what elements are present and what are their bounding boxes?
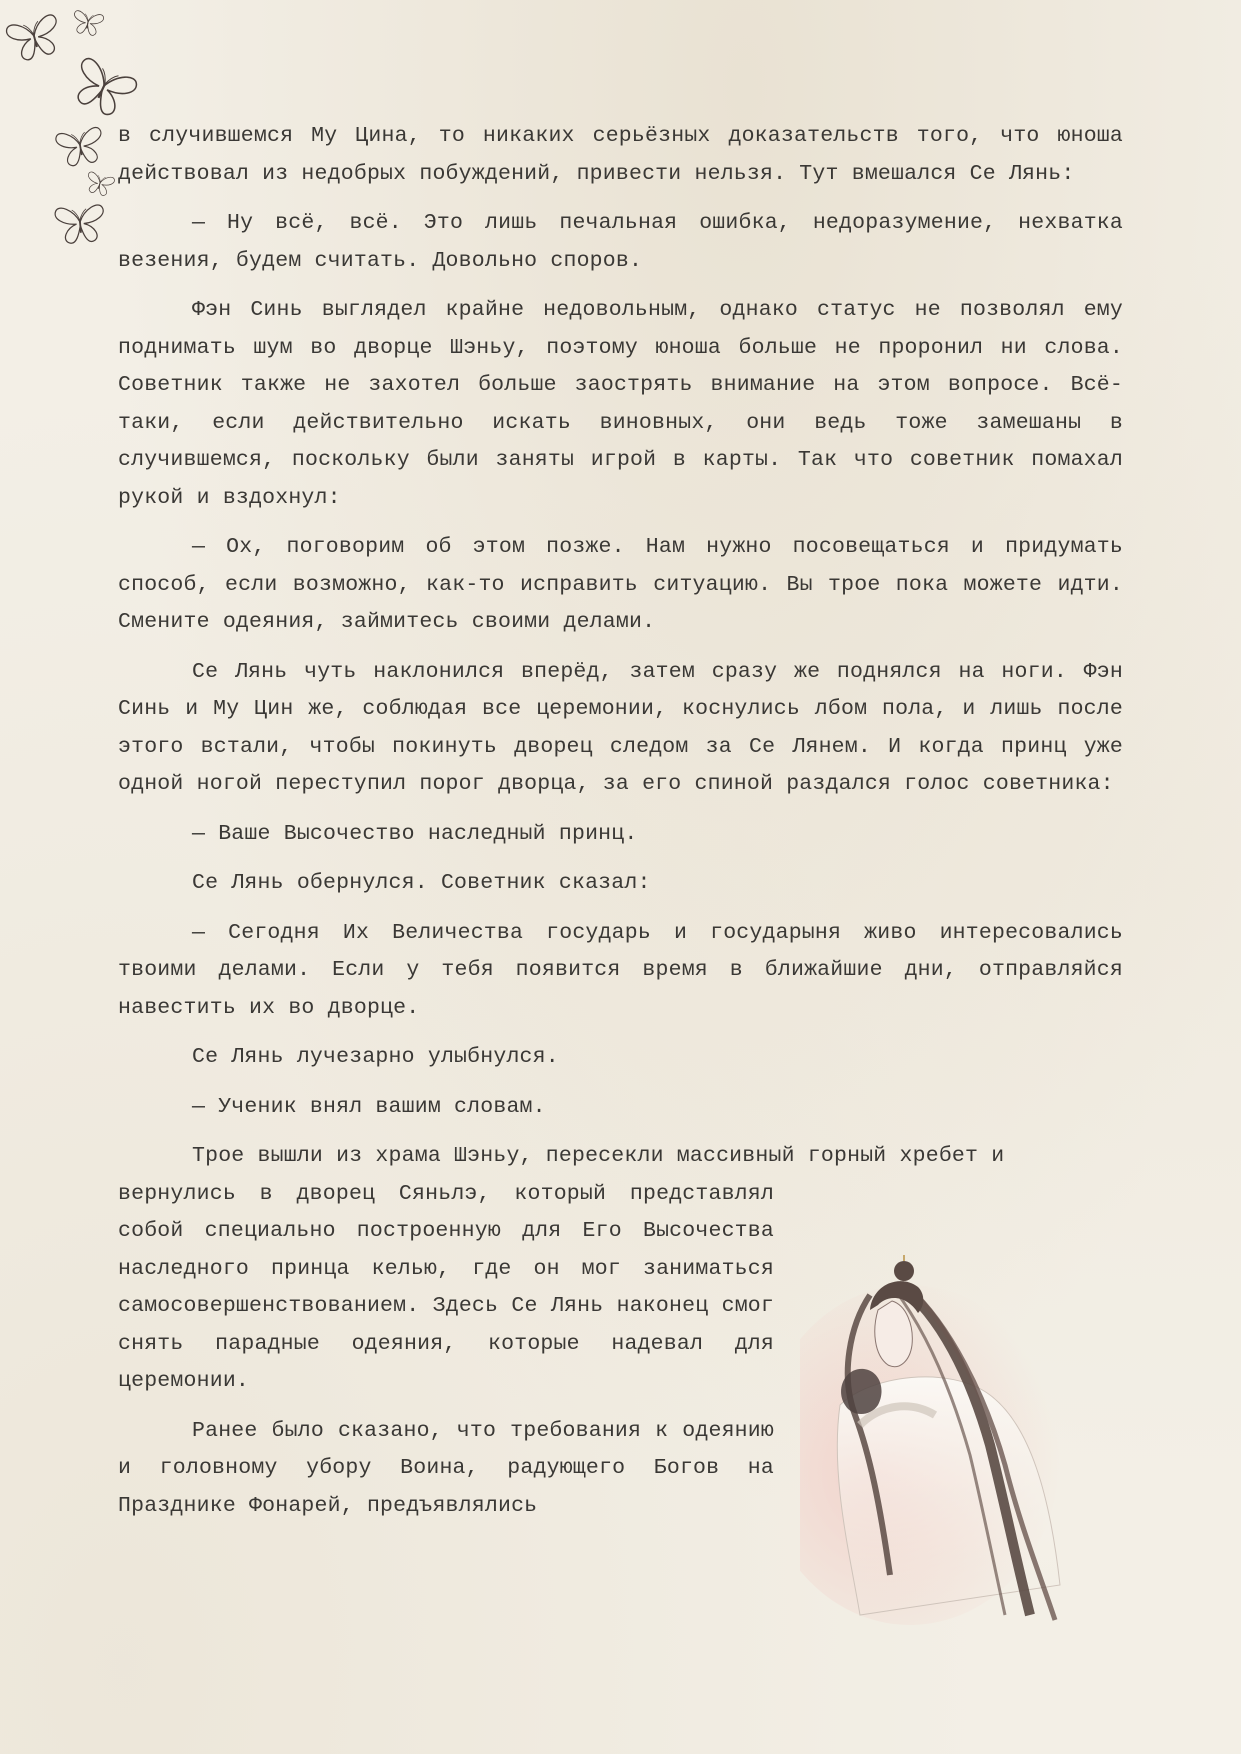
butterfly-icon (55, 204, 106, 244)
paragraph: — Ваше Высочество наследный принц. (192, 821, 638, 846)
butterfly-icon (55, 127, 106, 168)
butterfly-icon (5, 14, 64, 64)
paragraph: Се Лянь лучезарно улыбнулся. (192, 1045, 559, 1069)
paragraph: Се Лянь обернулся. Советник сказал: (192, 871, 651, 895)
butterfly-icon (67, 56, 139, 121)
paragraph: вернулись в дворец Сяньлэ, который представлял собой специально построенную для Его Высочества наследного принца келью, где он мог заниматься самосовершенствованием. Здесь Се Лянь наконец смог снять парадные одеяния, которые надевал для церемонии. (118, 1181, 774, 1393)
butterfly-icon (84, 171, 115, 197)
paragraph: в случившемся Му Цина, то никаких серьёзных доказательств того, что юноша действовал из недобрых побуждений, привести нельзя. Тут вмешался Се Лянь: (118, 124, 1123, 186)
paragraph: Фэн Синь выглядел крайне недовольным, однако статус не позволял ему поднимать шум во дворце Шэньу, поэтому юноша больше не проронил ни слова. Советник также не захотел больше заострять внимание на этом вопросе. Всё-таки, если действительно искать виновных, они ведь тоже замешаны в случившемся, поскольку были заняты игрой в карты. Так что советник помахал рукой и вздохнул: (118, 298, 1123, 510)
paragraph: — Ученик внял вашим словам. (192, 1094, 546, 1119)
paragraph: — Ну всё, всё. Это лишь печальная ошибка, недоразумение, нехватка везения, будем считать. Довольно споров. (118, 211, 1123, 273)
paragraph-lead: Трое вышли из храма Шэньу, пересекли массивный горный хребет и (192, 1144, 1005, 1168)
paragraph: — Сегодня Их Величества государь и государыня живо интересовались твоими делами. Если у тебя появится время в ближайшие дни, отправляйся навестить их во дворце. (118, 920, 1123, 1020)
long-haired-figure-illustration (800, 1255, 1135, 1630)
paragraph: — Ох, поговорим об этом позже. Нам нужно посовещаться и придумать способ, если возможно, как-то исправить ситуацию. Вы трое пока можете идти. Смените одеяния, займитесь своими делами. (118, 535, 1123, 634)
butterfly-icon (71, 10, 104, 37)
paragraph: Се Лянь чуть наклонился вперёд, затем сразу же поднялся на ноги. Фэн Синь и Му Цин же, соблюдая все церемонии, коснулись лбом пола, и лишь после этого встали, чтобы покинуть дворец следом за Се Лянем. И когда принц уже одной ногой переступил порог дворца, за его спиной раздался голос советника: (118, 659, 1123, 796)
paragraph: Ранее было сказано, что требования к одеянию и головному убору Воина, радующего Богов на Празднике Фонарей, предъявлялись (118, 1418, 774, 1518)
